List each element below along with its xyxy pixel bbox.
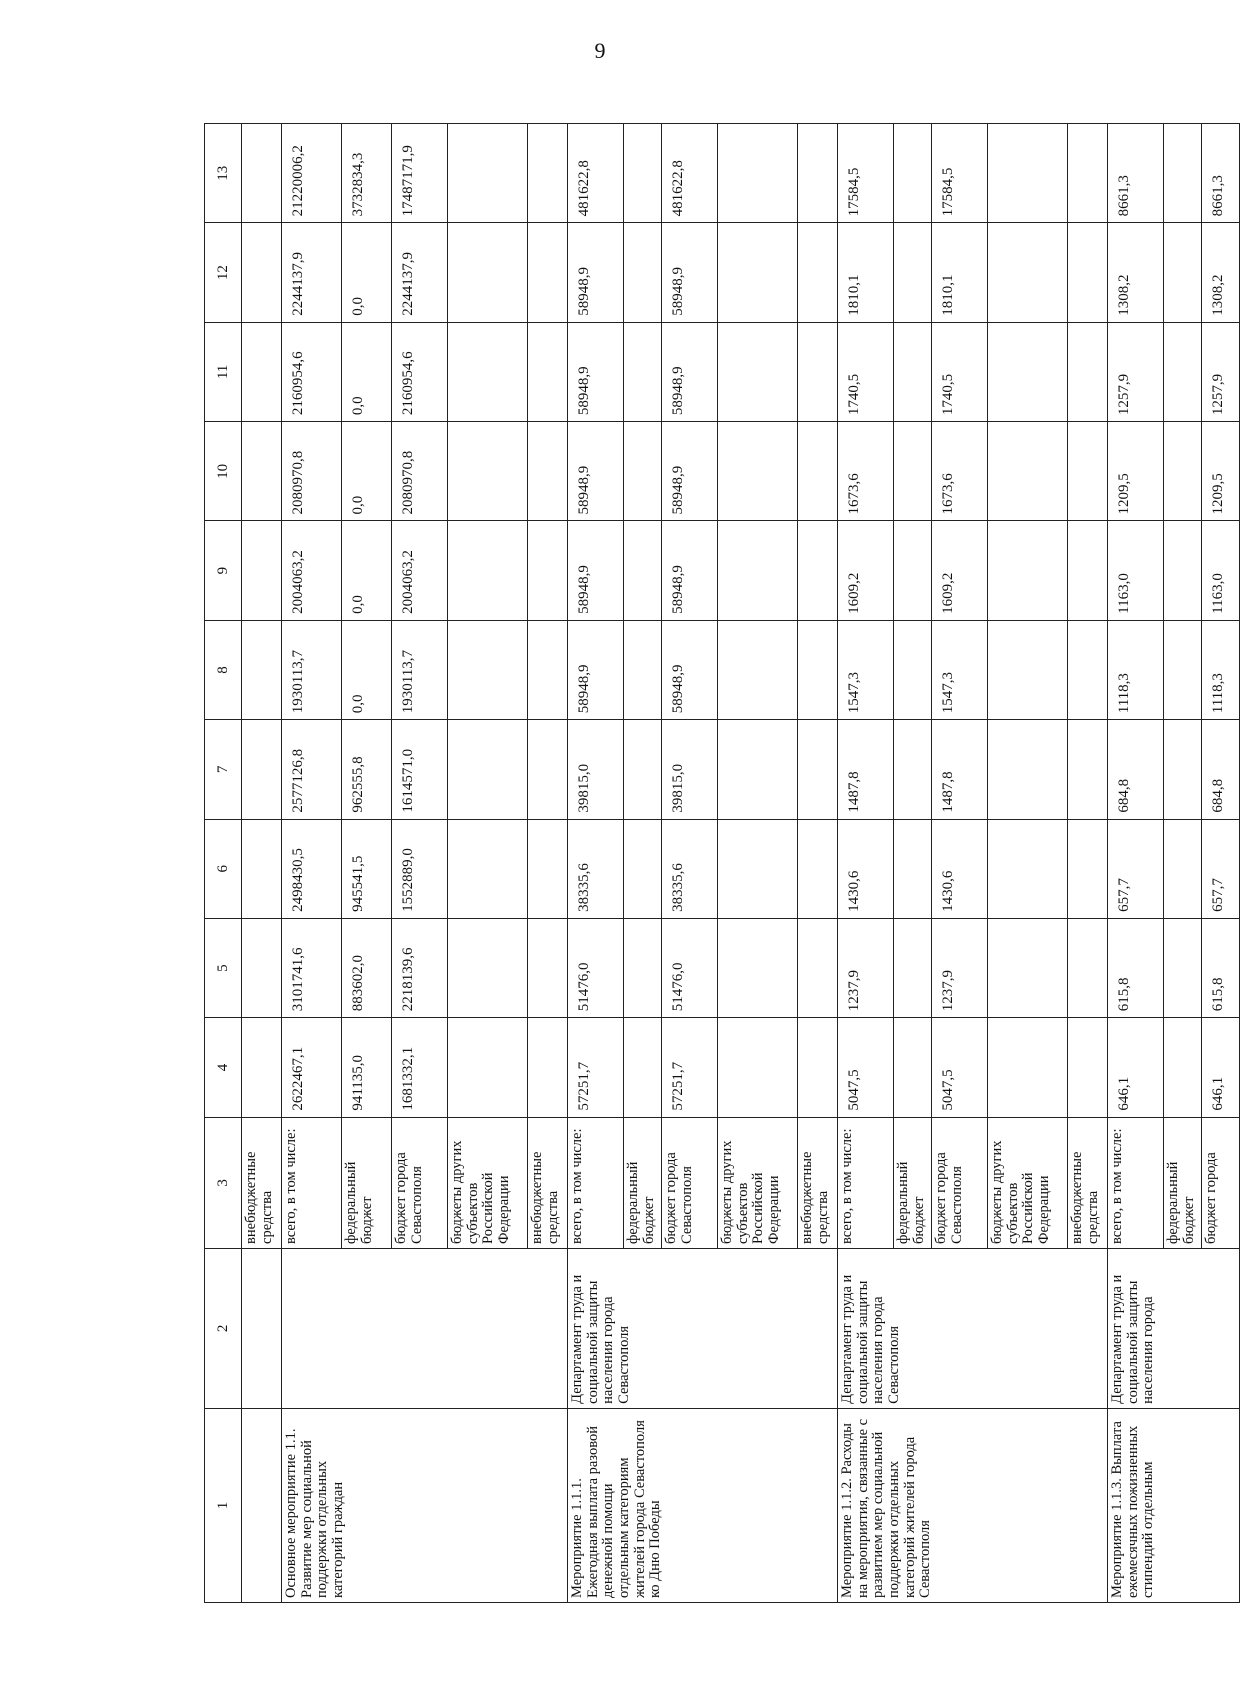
value-cell bbox=[988, 223, 1068, 322]
value-cell: 615,8 bbox=[1108, 918, 1164, 1017]
value-cell: 17584,5 bbox=[838, 124, 894, 223]
value-cell: 58948,9 bbox=[568, 322, 624, 421]
value-cell: 615,8 bbox=[1202, 918, 1240, 1017]
value-cell bbox=[624, 322, 662, 421]
value-cell bbox=[1068, 819, 1108, 918]
value-cell bbox=[448, 620, 528, 719]
column-header: 11 bbox=[205, 322, 242, 421]
value-cell: 21220006,2 bbox=[282, 124, 342, 223]
column-header: 7 bbox=[205, 720, 242, 819]
value-cell: 51476,0 bbox=[568, 918, 624, 1017]
value-cell bbox=[1068, 422, 1108, 521]
value-cell bbox=[1164, 1018, 1202, 1117]
value-cell bbox=[718, 1018, 798, 1117]
value-cell bbox=[894, 124, 932, 223]
column-header: 1 bbox=[205, 1408, 242, 1602]
value-cell bbox=[448, 918, 528, 1017]
funding-source-cell: всего, в том числе: bbox=[282, 1117, 342, 1248]
value-cell: 0,0 bbox=[342, 620, 392, 719]
value-cell: 2080970,8 bbox=[392, 422, 448, 521]
value-cell: 941135,0 bbox=[342, 1018, 392, 1117]
value-cell bbox=[988, 1018, 1068, 1117]
value-cell bbox=[528, 720, 568, 819]
value-cell: 2160954,6 bbox=[392, 322, 448, 421]
table-row bbox=[242, 124, 282, 1603]
value-cell bbox=[798, 422, 838, 521]
value-cell bbox=[242, 1018, 282, 1117]
value-cell: 1547,3 bbox=[838, 620, 894, 719]
value-cell: 1257,9 bbox=[1202, 322, 1240, 421]
activity-name-cell: Мероприятие 1.1.1. Ежегодная выплата разовой денежной помощи отдельным категориям жителей города Севастополя ко Дню Победы bbox=[568, 1408, 838, 1602]
value-cell bbox=[528, 1018, 568, 1117]
table-row bbox=[282, 124, 342, 1603]
value-cell: 1614571,0 bbox=[392, 720, 448, 819]
value-cell bbox=[798, 620, 838, 719]
funding-source-cell: бюджет города Севастополя bbox=[662, 1117, 718, 1248]
value-cell: 2244137,9 bbox=[282, 223, 342, 322]
value-cell bbox=[894, 819, 932, 918]
value-cell: 57251,7 bbox=[568, 1018, 624, 1117]
value-cell: 1308,2 bbox=[1108, 223, 1164, 322]
value-cell bbox=[798, 918, 838, 1017]
value-cell bbox=[1164, 322, 1202, 421]
column-header: 10 bbox=[205, 422, 242, 521]
value-cell bbox=[718, 322, 798, 421]
value-cell: 3101741,6 bbox=[282, 918, 342, 1017]
value-cell: 0,0 bbox=[342, 223, 392, 322]
value-cell bbox=[1164, 720, 1202, 819]
value-cell: 1118,3 bbox=[1108, 620, 1164, 719]
value-cell: 1810,1 bbox=[838, 223, 894, 322]
value-cell bbox=[798, 521, 838, 620]
value-cell bbox=[988, 918, 1068, 1017]
budget-table bbox=[204, 123, 1240, 1603]
value-cell bbox=[448, 422, 528, 521]
value-cell: 1118,3 bbox=[1202, 620, 1240, 719]
value-cell: 2622467,1 bbox=[282, 1018, 342, 1117]
executor-cell: Департамент труда и социальной защиты населения города Севастополя bbox=[838, 1248, 1108, 1408]
value-cell: 5047,5 bbox=[838, 1018, 894, 1117]
value-cell bbox=[1068, 521, 1108, 620]
value-cell bbox=[988, 322, 1068, 421]
value-cell bbox=[1164, 124, 1202, 223]
funding-source-cell: внебюджетные средства bbox=[798, 1117, 838, 1248]
value-cell: 1810,1 bbox=[932, 223, 988, 322]
value-cell: 945541,5 bbox=[342, 819, 392, 918]
value-cell: 1209,5 bbox=[1108, 422, 1164, 521]
value-cell: 1930113,7 bbox=[282, 620, 342, 719]
value-cell bbox=[718, 918, 798, 1017]
value-cell: 1740,5 bbox=[932, 322, 988, 421]
value-cell bbox=[528, 422, 568, 521]
activity-name-cell: Мероприятие 1.1.2. Расходы на мероприятия, связанные с развитием мер социальной поддержки отдельных категорий жителей города Севастополя bbox=[838, 1408, 1108, 1602]
value-cell: 646,1 bbox=[1202, 1018, 1240, 1117]
value-cell: 17487171,9 bbox=[392, 124, 448, 223]
value-cell: 2218139,6 bbox=[392, 918, 448, 1017]
funding-source-cell: всего, в том числе: bbox=[1108, 1117, 1164, 1248]
value-cell: 1609,2 bbox=[838, 521, 894, 620]
activity-name-cell: Основное мероприятие 1.1. Развитие мер социальной поддержки отдельных категорий граждан bbox=[282, 1408, 568, 1602]
value-cell: 39815,0 bbox=[568, 720, 624, 819]
value-cell: 0,0 bbox=[342, 521, 392, 620]
value-cell bbox=[798, 322, 838, 421]
value-cell bbox=[448, 322, 528, 421]
value-cell bbox=[448, 521, 528, 620]
value-cell bbox=[448, 124, 528, 223]
value-cell: 58948,9 bbox=[568, 521, 624, 620]
activity-name-cell: Мероприятие 1.1.3. Выплата ежемесячных пожизненных стипендий отдельным bbox=[1108, 1408, 1240, 1602]
value-cell: 2004063,2 bbox=[282, 521, 342, 620]
table-row bbox=[1108, 124, 1164, 1603]
value-cell bbox=[1164, 223, 1202, 322]
value-cell bbox=[448, 1018, 528, 1117]
value-cell: 3732834,3 bbox=[342, 124, 392, 223]
funding-source-cell: всего, в том числе: bbox=[838, 1117, 894, 1248]
value-cell: 58948,9 bbox=[662, 422, 718, 521]
value-cell bbox=[528, 918, 568, 1017]
value-cell: 962555,8 bbox=[342, 720, 392, 819]
value-cell: 481622,8 bbox=[568, 124, 624, 223]
value-cell: 2004063,2 bbox=[392, 521, 448, 620]
table-row bbox=[838, 124, 894, 1603]
value-cell bbox=[1068, 322, 1108, 421]
value-cell bbox=[1068, 223, 1108, 322]
value-cell: 1430,6 bbox=[932, 819, 988, 918]
rotated-table-container bbox=[204, 123, 1226, 1603]
value-cell bbox=[988, 720, 1068, 819]
value-cell: 58948,9 bbox=[662, 322, 718, 421]
value-cell: 684,8 bbox=[1108, 720, 1164, 819]
value-cell: 1552889,0 bbox=[392, 819, 448, 918]
value-cell bbox=[894, 720, 932, 819]
executor-cell bbox=[242, 1248, 282, 1408]
value-cell: 684,8 bbox=[1202, 720, 1240, 819]
column-header: 8 bbox=[205, 620, 242, 719]
value-cell bbox=[988, 124, 1068, 223]
value-cell: 1209,5 bbox=[1202, 422, 1240, 521]
value-cell bbox=[624, 223, 662, 322]
value-cell bbox=[624, 521, 662, 620]
executor-cell bbox=[282, 1248, 568, 1408]
value-cell: 39815,0 bbox=[662, 720, 718, 819]
value-cell: 58948,9 bbox=[568, 223, 624, 322]
funding-source-cell: бюджеты других субъектов Российской Федерации bbox=[988, 1117, 1068, 1248]
funding-source-cell: федеральный бюджет bbox=[342, 1117, 392, 1248]
value-cell: 51476,0 bbox=[662, 918, 718, 1017]
value-cell: 58948,9 bbox=[662, 223, 718, 322]
value-cell bbox=[242, 422, 282, 521]
column-header: 6 bbox=[205, 819, 242, 918]
value-cell: 657,7 bbox=[1202, 819, 1240, 918]
value-cell bbox=[894, 322, 932, 421]
value-cell bbox=[894, 521, 932, 620]
value-cell bbox=[242, 620, 282, 719]
column-header: 4 bbox=[205, 1018, 242, 1117]
value-cell bbox=[242, 223, 282, 322]
value-cell bbox=[624, 819, 662, 918]
value-cell: 38335,6 bbox=[568, 819, 624, 918]
value-cell: 0,0 bbox=[342, 422, 392, 521]
value-cell: 657,7 bbox=[1108, 819, 1164, 918]
value-cell bbox=[528, 223, 568, 322]
value-cell: 8661,3 bbox=[1202, 124, 1240, 223]
value-cell: 1609,2 bbox=[932, 521, 988, 620]
funding-source-cell: федеральный бюджет bbox=[1164, 1117, 1202, 1248]
value-cell bbox=[798, 223, 838, 322]
value-cell bbox=[894, 1018, 932, 1117]
value-cell: 2160954,6 bbox=[282, 322, 342, 421]
funding-source-cell: федеральный бюджет bbox=[624, 1117, 662, 1248]
value-cell: 1163,0 bbox=[1108, 521, 1164, 620]
value-cell: 1237,9 bbox=[838, 918, 894, 1017]
activity-name-cell bbox=[242, 1408, 282, 1602]
value-cell bbox=[1164, 918, 1202, 1017]
value-cell bbox=[624, 1018, 662, 1117]
value-cell bbox=[624, 124, 662, 223]
value-cell: 1673,6 bbox=[932, 422, 988, 521]
value-cell bbox=[1164, 422, 1202, 521]
funding-source-cell: бюджеты других субъектов Российской Федерации bbox=[448, 1117, 528, 1248]
value-cell: 0,0 bbox=[342, 322, 392, 421]
funding-source-cell: бюджеты других субъектов Российской Федерации bbox=[718, 1117, 798, 1248]
page-number: 9 bbox=[594, 38, 606, 63]
value-cell: 5047,5 bbox=[932, 1018, 988, 1117]
value-cell: 1237,9 bbox=[932, 918, 988, 1017]
value-cell bbox=[718, 223, 798, 322]
value-cell: 38335,6 bbox=[662, 819, 718, 918]
value-cell: 1547,3 bbox=[932, 620, 988, 719]
funding-source-cell: внебюджетные средства bbox=[528, 1117, 568, 1248]
value-cell bbox=[718, 124, 798, 223]
value-cell bbox=[528, 620, 568, 719]
value-cell: 58948,9 bbox=[568, 422, 624, 521]
value-cell bbox=[624, 422, 662, 521]
value-cell bbox=[1068, 124, 1108, 223]
value-cell bbox=[1164, 620, 1202, 719]
value-cell bbox=[988, 422, 1068, 521]
value-cell: 1487,8 bbox=[838, 720, 894, 819]
value-cell bbox=[624, 918, 662, 1017]
value-cell bbox=[1068, 1018, 1108, 1117]
column-header: 9 bbox=[205, 521, 242, 620]
value-cell: 2080970,8 bbox=[282, 422, 342, 521]
value-cell bbox=[528, 521, 568, 620]
value-cell bbox=[528, 819, 568, 918]
value-cell: 17584,5 bbox=[932, 124, 988, 223]
value-cell bbox=[798, 1018, 838, 1117]
value-cell: 1308,2 bbox=[1202, 223, 1240, 322]
value-cell bbox=[894, 422, 932, 521]
funding-source-cell: внебюджетные средства bbox=[1068, 1117, 1108, 1248]
value-cell: 1673,6 bbox=[838, 422, 894, 521]
value-cell: 1430,6 bbox=[838, 819, 894, 918]
value-cell bbox=[242, 521, 282, 620]
value-cell bbox=[798, 819, 838, 918]
funding-source-cell: всего, в том числе: bbox=[568, 1117, 624, 1248]
value-cell bbox=[718, 819, 798, 918]
value-cell bbox=[894, 223, 932, 322]
header-row bbox=[205, 124, 242, 1603]
value-cell bbox=[242, 322, 282, 421]
value-cell bbox=[718, 422, 798, 521]
value-cell: 1487,8 bbox=[932, 720, 988, 819]
column-header: 2 bbox=[205, 1248, 242, 1408]
value-cell bbox=[988, 620, 1068, 719]
table-row bbox=[568, 124, 624, 1603]
value-cell bbox=[1068, 720, 1108, 819]
value-cell bbox=[448, 223, 528, 322]
value-cell bbox=[1164, 521, 1202, 620]
executor-cell: Департамент труда и социальной защиты населения города bbox=[1108, 1248, 1240, 1408]
value-cell bbox=[242, 918, 282, 1017]
funding-source-cell: федеральный бюджет bbox=[894, 1117, 932, 1248]
value-cell: 2244137,9 bbox=[392, 223, 448, 322]
value-cell bbox=[798, 720, 838, 819]
value-cell bbox=[988, 521, 1068, 620]
value-cell: 1257,9 bbox=[1108, 322, 1164, 421]
value-cell: 481622,8 bbox=[662, 124, 718, 223]
value-cell: 2577126,8 bbox=[282, 720, 342, 819]
value-cell: 58948,9 bbox=[568, 620, 624, 719]
value-cell bbox=[242, 720, 282, 819]
value-cell bbox=[242, 124, 282, 223]
funding-source-cell: внебюджетные средства bbox=[242, 1117, 282, 1248]
column-header: 3 bbox=[205, 1117, 242, 1248]
value-cell bbox=[528, 322, 568, 421]
value-cell: 1681332,1 bbox=[392, 1018, 448, 1117]
value-cell: 8661,3 bbox=[1108, 124, 1164, 223]
value-cell: 58948,9 bbox=[662, 521, 718, 620]
value-cell bbox=[1068, 620, 1108, 719]
value-cell bbox=[448, 720, 528, 819]
value-cell bbox=[894, 620, 932, 719]
funding-source-cell: бюджет города bbox=[1202, 1117, 1240, 1248]
value-cell: 58948,9 bbox=[662, 620, 718, 719]
value-cell bbox=[1164, 819, 1202, 918]
value-cell bbox=[528, 124, 568, 223]
value-cell bbox=[894, 918, 932, 1017]
value-cell bbox=[624, 620, 662, 719]
value-cell bbox=[1068, 918, 1108, 1017]
value-cell bbox=[718, 620, 798, 719]
value-cell bbox=[798, 124, 838, 223]
value-cell bbox=[448, 819, 528, 918]
value-cell: 1930113,7 bbox=[392, 620, 448, 719]
value-cell bbox=[624, 720, 662, 819]
value-cell: 883602,0 bbox=[342, 918, 392, 1017]
value-cell bbox=[718, 521, 798, 620]
value-cell: 1163,0 bbox=[1202, 521, 1240, 620]
value-cell bbox=[242, 819, 282, 918]
column-header: 5 bbox=[205, 918, 242, 1017]
value-cell: 646,1 bbox=[1108, 1018, 1164, 1117]
value-cell: 57251,7 bbox=[662, 1018, 718, 1117]
value-cell bbox=[718, 720, 798, 819]
column-header: 12 bbox=[205, 223, 242, 322]
funding-source-cell: бюджет города Севастополя bbox=[932, 1117, 988, 1248]
funding-source-cell: бюджет города Севастополя bbox=[392, 1117, 448, 1248]
value-cell: 2498430,5 bbox=[282, 819, 342, 918]
column-header: 13 bbox=[205, 124, 242, 223]
value-cell: 1740,5 bbox=[838, 322, 894, 421]
value-cell bbox=[988, 819, 1068, 918]
executor-cell: Департамент труда и социальной защиты населения города Севастополя bbox=[568, 1248, 838, 1408]
